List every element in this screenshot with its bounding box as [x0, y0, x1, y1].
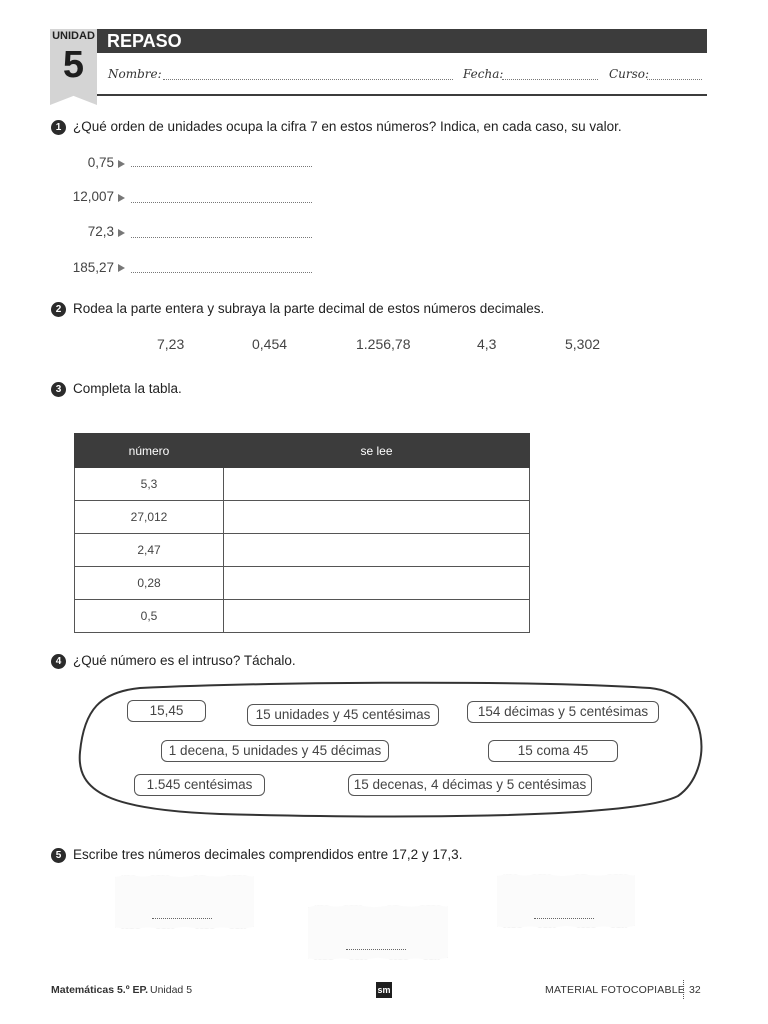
q1-answer-line[interactable] — [131, 272, 312, 273]
course-field[interactable] — [647, 79, 702, 80]
footer-material: MATERIAL FOTOCOPIABLE — [545, 984, 685, 996]
name-field[interactable] — [163, 79, 453, 80]
exercise-2-question: Rodea la parte entera y subraya la parte decimal de estos números decimales. — [73, 301, 545, 316]
course-label: Curso: — [609, 67, 650, 81]
q1-answer-line[interactable] — [131, 202, 312, 203]
decimal-number[interactable]: 5,302 — [565, 336, 601, 352]
q1-answer-line[interactable] — [131, 237, 312, 238]
table-cell-answer[interactable] — [224, 534, 530, 567]
page-title: REPASO — [107, 31, 182, 51]
header-rule — [97, 94, 707, 96]
exercise-5-number: 5 — [51, 848, 66, 863]
table-cell-number: 5,3 — [75, 468, 224, 501]
footer-book: Matemáticas 5.º EP. — [51, 984, 149, 996]
name-label: Nombre: — [108, 67, 162, 81]
date-field[interactable] — [502, 79, 598, 80]
option-pill[interactable]: 15 unidades y 45 centésimas — [247, 704, 439, 726]
table-row — [75, 468, 530, 501]
table-cell-number: 0,5 — [75, 600, 224, 633]
table-row — [75, 501, 530, 534]
unit-label: UNIDAD — [52, 30, 95, 42]
title-bar — [97, 29, 707, 53]
table-cell-answer[interactable] — [224, 468, 530, 501]
exercise-4-number: 4 — [51, 654, 66, 669]
q1-number: 0,75 — [87, 155, 114, 170]
decimal-number[interactable]: 7,23 — [157, 336, 185, 352]
table-cell-answer[interactable] — [224, 600, 530, 633]
table-cell-number: 2,47 — [75, 534, 224, 567]
note-answer-line[interactable] — [346, 949, 406, 950]
page-number: 32 — [689, 984, 701, 996]
q1-number: 12,007 — [72, 189, 114, 204]
table-cell-answer[interactable] — [224, 501, 530, 534]
note-answer-line[interactable] — [534, 918, 594, 919]
arrow-icon — [118, 264, 125, 272]
answer-note[interactable] — [308, 905, 448, 960]
column-header-number: número — [75, 434, 224, 468]
footer-unit: Unidad 5 — [150, 984, 193, 996]
footer-separator — [683, 980, 684, 999]
publisher-logo: sm — [376, 982, 392, 998]
date-label: Fecha: — [463, 67, 504, 81]
q1-number: 185,27 — [72, 260, 114, 275]
unit-number: 5 — [62, 44, 85, 86]
option-pill[interactable]: 154 décimas y 5 centésimas — [467, 701, 659, 723]
arrow-icon — [118, 160, 125, 168]
arrow-icon — [118, 229, 125, 237]
exercise-2-number: 2 — [51, 302, 66, 317]
exercise-4-question: ¿Qué número es el intruso? Táchalo. — [73, 653, 296, 668]
answer-note[interactable] — [115, 875, 254, 929]
q1-number: 72,3 — [87, 224, 114, 239]
table-cell-number: 27,012 — [75, 501, 224, 534]
decimal-number[interactable]: 1.256,78 — [356, 336, 411, 352]
reading-table — [74, 433, 530, 633]
exercise-1-question: ¿Qué orden de unidades ocupa la cifra 7 en estos números? Indica, en cada caso, su valor. — [73, 119, 622, 134]
table-row — [75, 600, 530, 633]
table-row — [75, 534, 530, 567]
q1-answer-line[interactable] — [131, 166, 312, 167]
option-pill[interactable]: 15,45 — [127, 700, 206, 722]
note-answer-line[interactable] — [152, 918, 212, 919]
exercise-5-question: Escribe tres números decimales comprendidos entre 17,2 y 17,3. — [73, 847, 463, 862]
decimal-number[interactable]: 0,454 — [252, 336, 288, 352]
option-pill[interactable]: 1 decena, 5 unidades y 45 décimas — [161, 740, 389, 762]
arrow-icon — [118, 194, 125, 202]
exercise-3-number: 3 — [51, 382, 66, 397]
table-cell-number: 0,28 — [75, 567, 224, 600]
decimal-number[interactable]: 4,3 — [477, 336, 497, 352]
answer-note[interactable] — [497, 874, 635, 928]
option-pill[interactable]: 1.545 centésimas — [134, 774, 265, 796]
exercise-1-number: 1 — [51, 120, 66, 135]
column-header-reading: se lee — [224, 434, 530, 468]
table-cell-answer[interactable] — [224, 567, 530, 600]
option-pill[interactable]: 15 decenas, 4 décimas y 5 centésimas — [348, 774, 592, 796]
table-row — [75, 567, 530, 600]
exercise-3-question: Completa la tabla. — [73, 381, 182, 396]
option-pill[interactable]: 15 coma 45 — [488, 740, 618, 762]
